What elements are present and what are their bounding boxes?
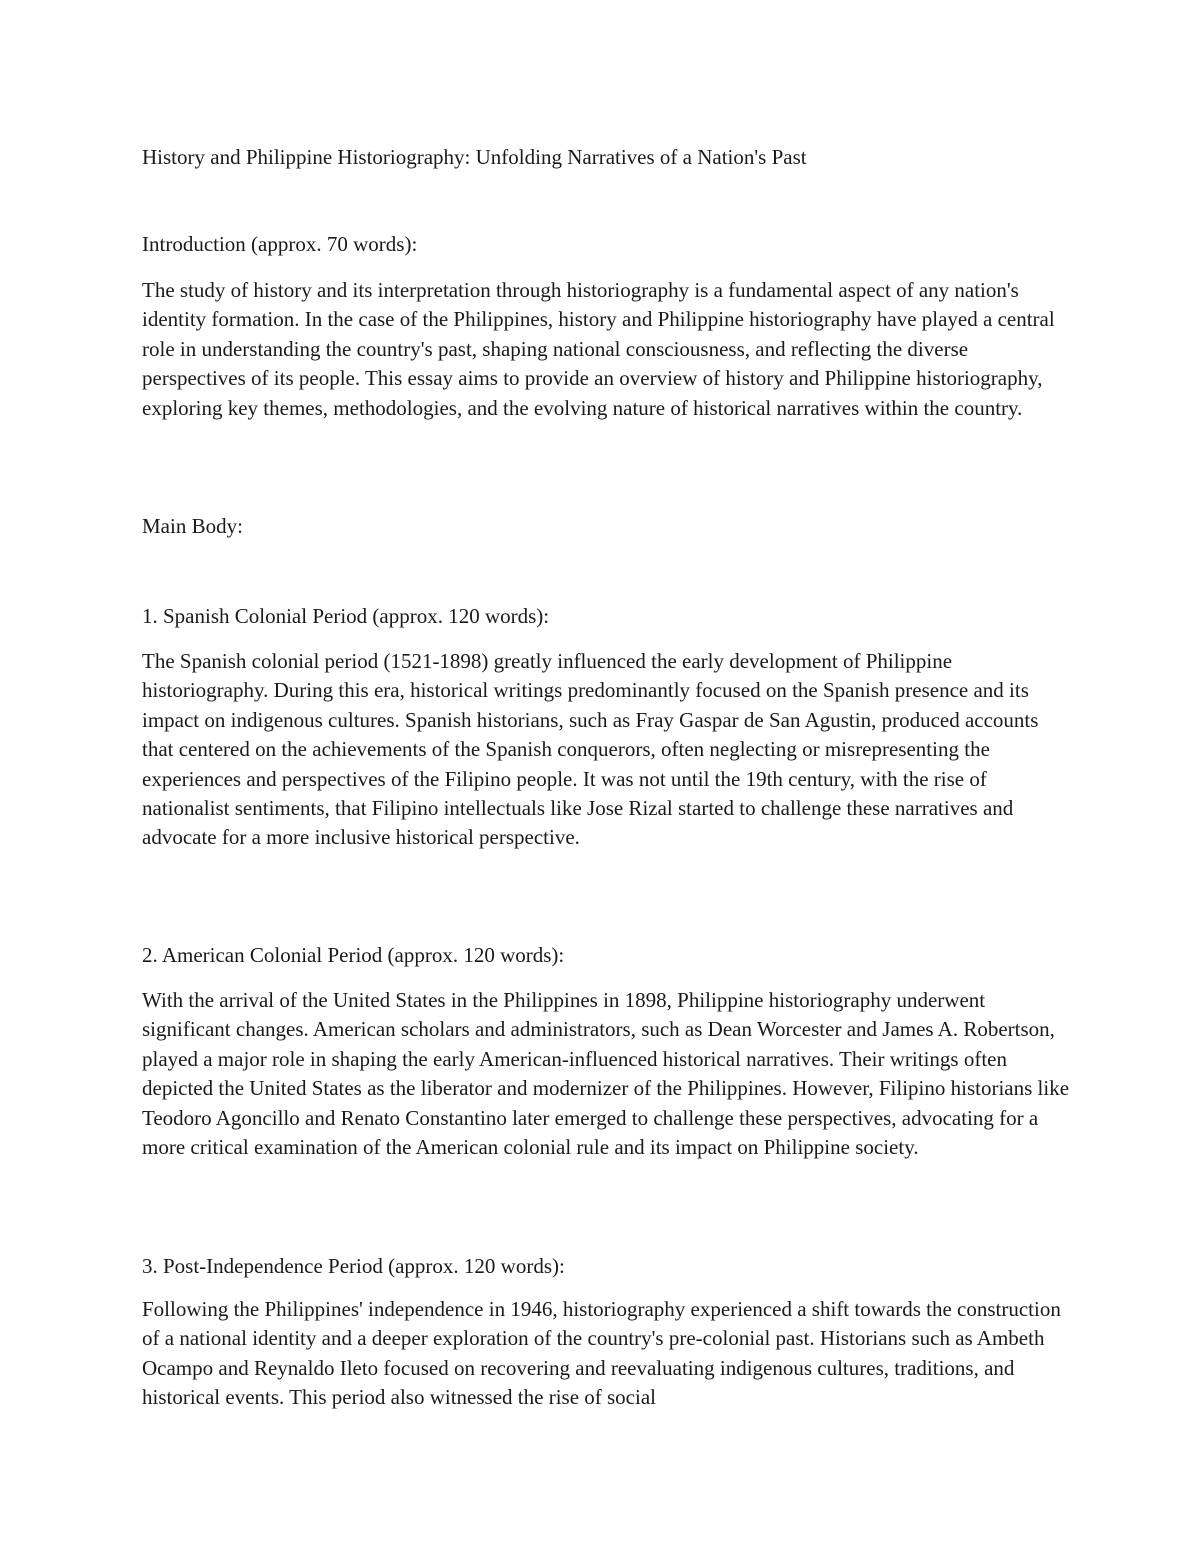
paragraph-introduction: The study of history and its interpretation through historiography is a fundamental aspect of any nation's identity formation. In the case of the Philippines, history and Philippine historiography have played a central role in understanding the country's past, shaping national consciousness, and reflecting the diverse perspectives of its people. This essay aims to provide an overview of history and Philippine historiography, exploring key themes, methodologies, and the evolving nature of historical narratives within the country. (142, 278, 1055, 420)
section-heading-spanish-colonial: 1. Spanish Colonial Period (approx. 120 words): (142, 604, 550, 628)
document-title: History and Philippine Historiography: Unfolding Narratives of a Nation's Past (142, 145, 807, 169)
paragraph-post-independence: Following the Philippines' independence in 1946, historiography experienced a shift towards the construction of a national identity and a deeper exploration of the country's pre-colonial past. Historians such as Ambeth Ocampo and Reynaldo Ileto focused on recovering and reevaluating indigenous cultures, traditions, and historical events. This period also witnessed the rise of social (142, 1297, 1061, 1410)
section-heading-post-independence: 3. Post-Independence Period (approx. 120 words): (142, 1254, 565, 1278)
section-heading-american-colonial: 2. American Colonial Period (approx. 120 words): (142, 943, 565, 967)
section-heading-main-body: Main Body: (142, 514, 243, 538)
paragraph-american-colonial: With the arrival of the United States in the Philippines in 1898, Philippine historiography underwent significant changes. American scholars and administrators, such as Dean Worcester and James A. Robertson, played a major role in shaping the early American-influenced historical narratives. Their writings often depicted the United States as the liberator and modernizer of the Philippines. However, Filipino historians like Teodoro Agoncillo and Renato Constantino later emerged to challenge these perspectives, advocating for a more critical examination of the American colonial rule and its impact on Philippine society. (142, 988, 1070, 1160)
paragraph-spanish-colonial: The Spanish colonial period (1521-1898) greatly influenced the early development of Philippine historiography. During this era, historical writings predominantly focused on the Spanish presence and its impact on indigenous cultures. Spanish historians, such as Fray Gaspar de San Agustin, produced accounts that centered on the achievements of the Spanish conquerors, often neglecting or misrepresenting the experiences and perspectives of the Filipino people. It was not until the 19th century, with the rise of nationalist sentiments, that Filipino intellectuals like Jose Rizal started to challenge these narratives and advocate for a more inclusive historical perspective. (142, 649, 1039, 850)
section-heading-introduction: Introduction (approx. 70 words): (142, 232, 418, 256)
